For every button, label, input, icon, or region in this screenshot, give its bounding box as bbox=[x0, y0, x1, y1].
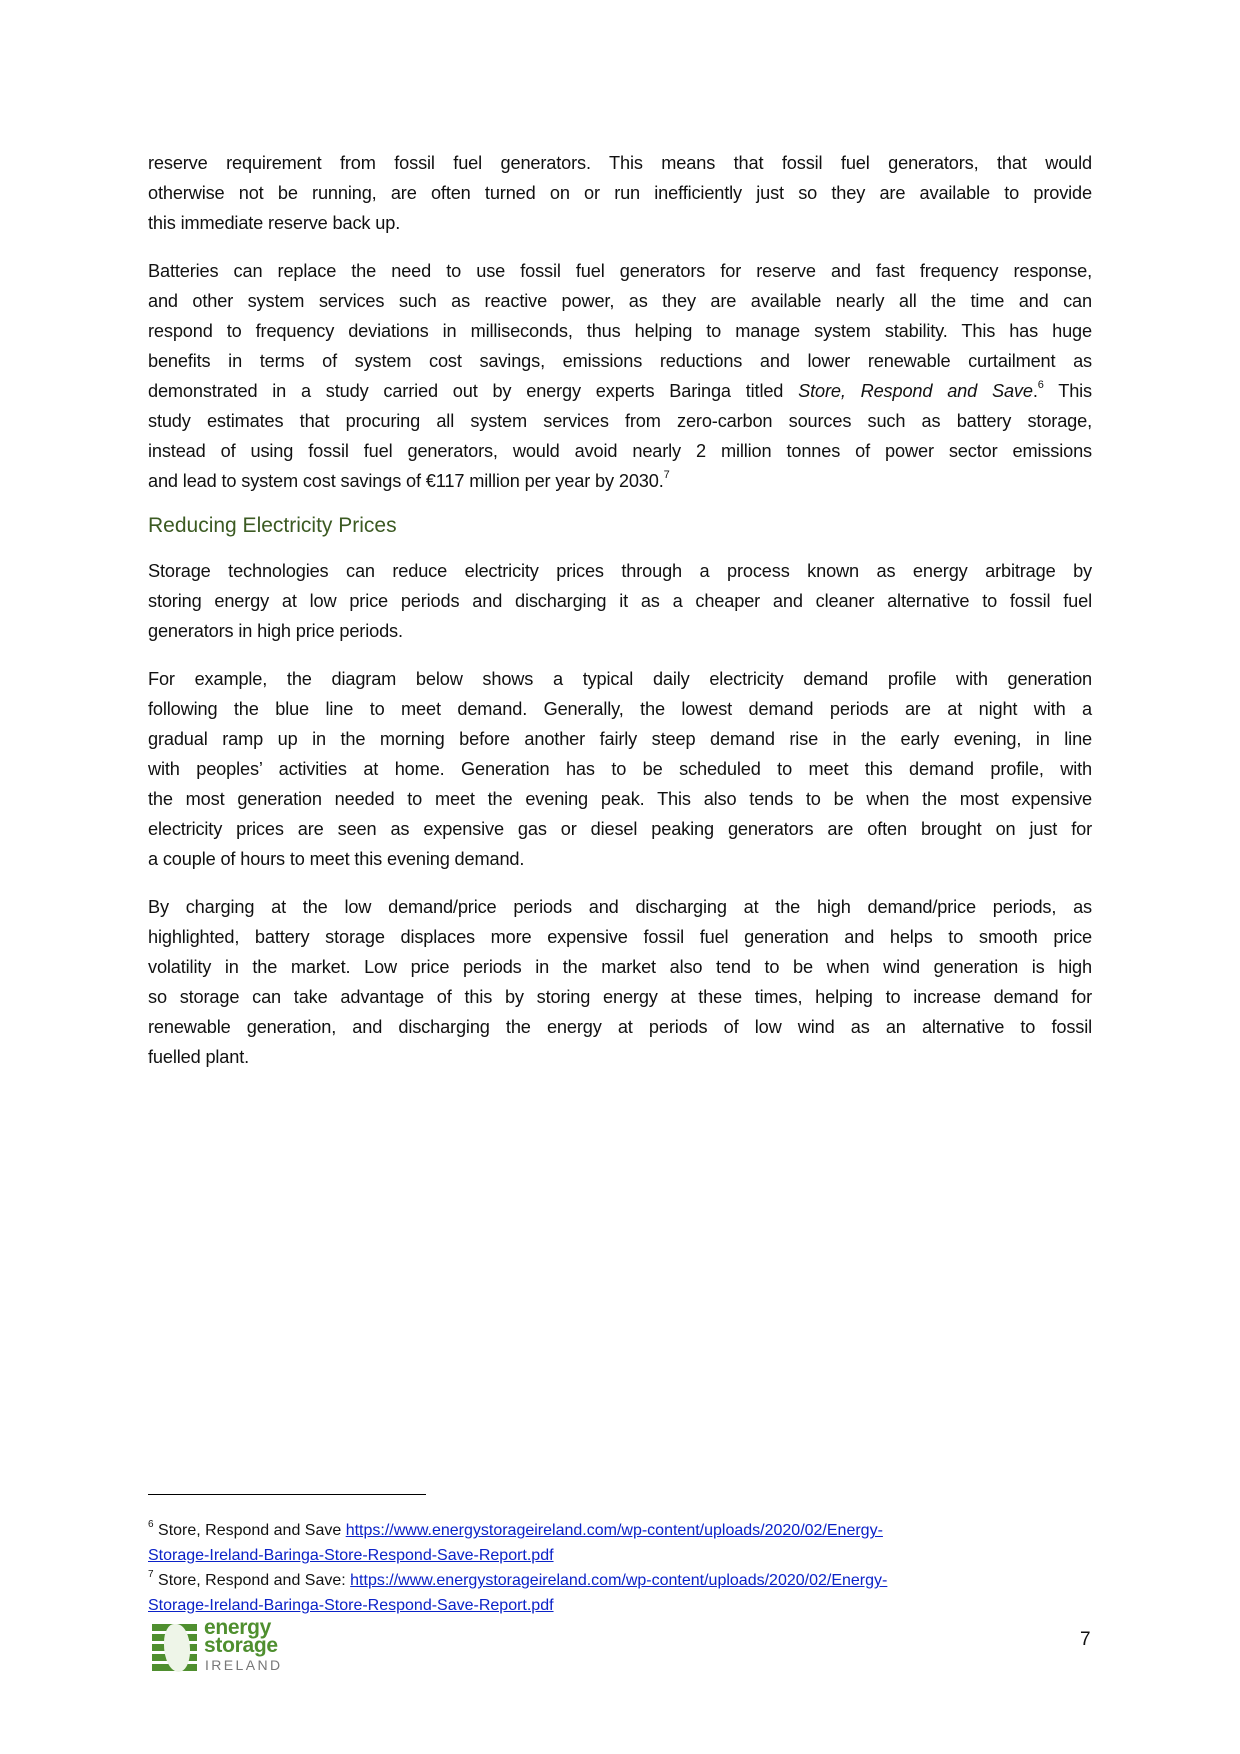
text-segment: . bbox=[1032, 381, 1038, 401]
paragraph-batteries bbox=[148, 256, 1092, 496]
footnote-number: 6 bbox=[148, 1518, 154, 1530]
text-line: volatility in the market. Low price periods in the market also tend to be when wind generation is high bbox=[148, 957, 1092, 977]
text-line: benefits in terms of system cost savings, emissions reductions and lower renewable curtailment as bbox=[148, 351, 1092, 371]
footnote-label: Store, Respond and Save: bbox=[158, 1572, 346, 1589]
text-line: otherwise not be running, are often turned on or run inefficiently just so they are available to provide bbox=[148, 183, 1092, 203]
text-line-with-citation bbox=[148, 376, 1092, 406]
text-line: generators in high price periods. bbox=[148, 621, 403, 641]
ireland-map-icon bbox=[152, 1624, 197, 1672]
footnote-6-continuation bbox=[148, 1543, 1092, 1568]
text-line: reserve requirement from fossil fuel generators. This means that fossil fuel generators, that would bbox=[148, 153, 1092, 173]
text-line: and other system services such as reactive power, as they are available nearly all the time and can bbox=[148, 291, 1092, 311]
footnote-label: Store, Respond and Save bbox=[158, 1522, 342, 1539]
footnote-7-continuation bbox=[148, 1593, 1092, 1618]
section-heading-reducing-electricity-prices: Reducing Electricity Prices bbox=[148, 514, 397, 537]
footnote-link[interactable]: Storage-Ireland-Baringa-Store-Respond-Save-Report.pdf bbox=[148, 1597, 554, 1614]
energy-storage-ireland-logo bbox=[152, 1616, 292, 1674]
text-line: Storage technologies can reduce electricity prices through a process known as energy arbitrage by bbox=[148, 561, 1092, 581]
text-segment: demonstrated in a study carried out by energy experts Baringa titled bbox=[148, 381, 784, 401]
logo-word-storage: storage bbox=[204, 1634, 278, 1657]
footnote-ref-7[interactable]: 7 bbox=[663, 468, 670, 481]
text-line: following the blue line to meet demand. Generally, the lowest demand periods are at night with a bbox=[148, 699, 1092, 719]
footnote-7 bbox=[148, 1568, 1092, 1593]
text-line-with-citation bbox=[148, 466, 1092, 496]
paragraph-storage-technologies bbox=[148, 556, 1092, 646]
text-line: study estimates that procuring all system services from zero-carbon sources such as battery storage, bbox=[148, 411, 1092, 431]
report-title-italic: Store, Respond and Save bbox=[798, 381, 1033, 401]
text-line: By charging at the low demand/price periods and discharging at the high demand/price periods, as bbox=[148, 897, 1092, 917]
footnote-number: 7 bbox=[148, 1568, 154, 1580]
text-segment: This bbox=[1043, 381, 1092, 401]
text-line: storing energy at low price periods and discharging it as a cheaper and cleaner alternative to fossil fuel bbox=[148, 591, 1092, 611]
footnotes bbox=[148, 1518, 1092, 1618]
paragraph-charging-discharging bbox=[148, 892, 1092, 1072]
footnote-link[interactable]: https://www.energystorageireland.com/wp-content/uploads/2020/02/Energy- bbox=[345, 1522, 883, 1539]
text-line: so storage can take advantage of this by storing energy at these times, helping to increase demand for bbox=[148, 987, 1092, 1007]
footnote-ref-6[interactable]: 6 bbox=[1037, 378, 1044, 391]
text-line: the most generation needed to meet the evening peak. This also tends to be when the most expensive bbox=[148, 789, 1092, 809]
logo-word-ireland: IRELAND bbox=[205, 1657, 283, 1673]
text-line: this immediate reserve back up. bbox=[148, 213, 401, 233]
logo-word-energy: energy bbox=[204, 1616, 272, 1639]
text-line: gradual ramp up in the morning before another fairly steep demand rise in the early evening, in line bbox=[148, 729, 1092, 749]
paragraph-reserve-requirement bbox=[148, 148, 1092, 238]
footnote-6 bbox=[148, 1518, 1092, 1543]
text-line: For example, the diagram below shows a typical daily electricity demand profile with generation bbox=[148, 669, 1092, 689]
text-line: highlighted, battery storage displaces more expensive fossil fuel generation and helps to smooth price bbox=[148, 927, 1092, 947]
footnote-separator bbox=[148, 1494, 426, 1495]
footnote-link[interactable]: Storage-Ireland-Baringa-Store-Respond-Save-Report.pdf bbox=[148, 1547, 554, 1564]
text-line: a couple of hours to meet this evening demand. bbox=[148, 849, 525, 869]
text-line: with peoples’ activities at home. Generation has to be scheduled to meet this demand profile, with bbox=[148, 759, 1092, 779]
text-line: respond to frequency deviations in milliseconds, thus helping to manage system stability. This has huge bbox=[148, 321, 1092, 341]
text-line: renewable generation, and discharging the energy at periods of low wind as an alternative to fossil bbox=[148, 1017, 1092, 1037]
text-line: electricity prices are seen as expensive gas or diesel peaking generators are often brought on just for bbox=[148, 819, 1092, 839]
page-number: 7 bbox=[1080, 1629, 1091, 1650]
text-segment: and lead to system cost savings of €117 million per year by 2030. bbox=[148, 471, 664, 491]
text-line: fuelled plant. bbox=[148, 1047, 250, 1067]
text-line: Batteries can replace the need to use fossil fuel generators for reserve and fast frequency response, bbox=[148, 261, 1092, 281]
paragraph-demand-profile bbox=[148, 664, 1092, 874]
footnote-link[interactable]: https://www.energystorageireland.com/wp-content/uploads/2020/02/Energy- bbox=[350, 1572, 888, 1589]
text-line: instead of using fossil fuel generators, would avoid nearly 2 million tonnes of power sector emissions bbox=[148, 441, 1092, 461]
